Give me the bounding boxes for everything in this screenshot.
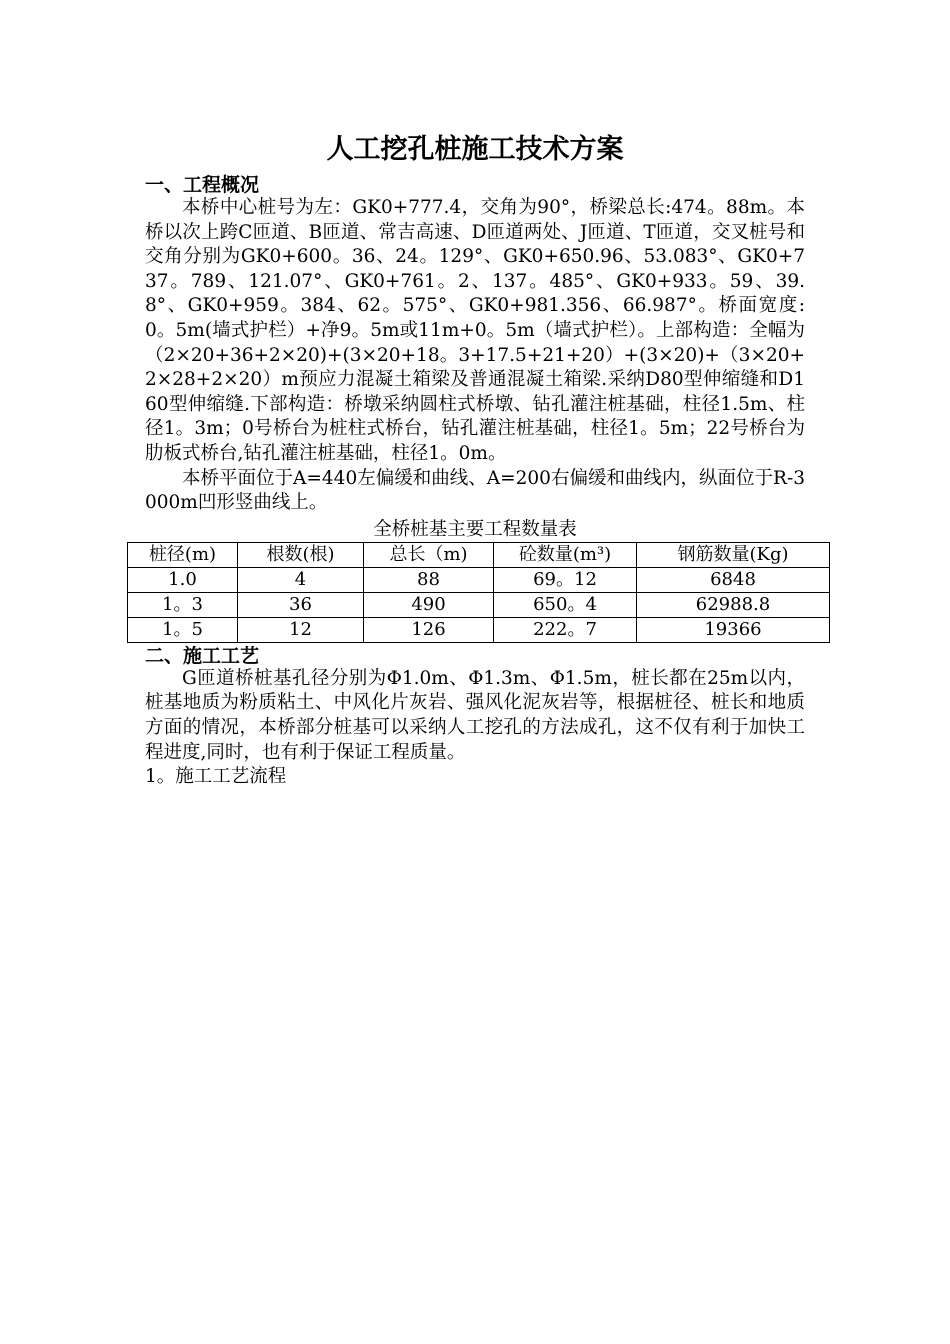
table-cell: 1。5	[128, 617, 238, 642]
table-cell: 4	[238, 567, 364, 592]
overview-paragraph-2: 本桥平面位于A=440左偏缓和曲线、A=200右偏缓和曲线内，纵面位于R-3000m凹形竖曲线上。	[145, 467, 805, 514]
table-cell: 1.0	[128, 567, 238, 592]
table-header-cell: 桩径(m)	[128, 542, 238, 567]
process-item-1: 1。施工工艺流程	[145, 766, 287, 788]
pile-quantity-table	[127, 542, 830, 643]
process-paragraph-1: G匝道桥桩基孔径分别为Φ1.0m、Φ1.3m、Φ1.5m，桩长都在25m以内，桩基地质为粉质粘土、中风化片灰岩、强风化泥灰岩等，根据桩径、桩长和地质方面的情况，本桥部分桩基可以采纳人工挖孔的方法成孔，这不仅有利于加快工程进度,同时，也有利于保证工程质量。	[145, 667, 805, 763]
table-row	[128, 567, 830, 592]
table-cell: 126	[364, 617, 494, 642]
table-cell: 222。7	[494, 617, 637, 642]
table-header-cell: 根数(根)	[238, 542, 364, 567]
document-title: 人工挖孔桩施工技术方案	[326, 134, 624, 165]
table-cell: 62988.8	[637, 592, 830, 617]
section-heading-overview: 一、工程概况	[145, 174, 260, 196]
table-header-cell: 砼数量(m³)	[494, 542, 637, 567]
table-cell: 12	[238, 617, 364, 642]
table-header-cell: 钢筋数量(Kg)	[637, 542, 830, 567]
section-heading-process: 二、施工工艺	[145, 644, 260, 667]
table-caption: 全桥桩基主要工程数量表	[373, 518, 577, 540]
table-cell: 19366	[637, 617, 830, 642]
table-cell: 69。12	[494, 567, 637, 592]
table-cell: 1。3	[128, 592, 238, 617]
table-cell: 36	[238, 592, 364, 617]
table-cell: 88	[364, 567, 494, 592]
table-row	[128, 617, 830, 642]
table-header-row	[128, 542, 830, 567]
overview-paragraph-1: 本桥中心桩号为左：GK0+777.4，交角为90°，桥梁总长:474。88m。本桥以次上跨C匝道、B匝道、常吉高速、D匝道两处、J匝道、T匝道，交叉桩号和交角分别为GK0+600。36、24。129°、GK0+650.96、53.083°、GK0+737。789、121.07°、GK0+761。2、137。485°、GK0+933。59、39.8°、GK0+959。384、62。575°、GK0+981.356、66.987°。桥面宽度:0。5m(墙式护栏）+净9。5m或11m+0。5m（墙式护栏）。上部构造：全幅为（2×20+36+2×20)+(3×20+18。3+17.5+21+20）+(3×20)+（3×20+2×28+2×20）m预应力混凝土箱梁及普通混凝土箱梁.采纳D80型伸缩缝和D160型伸缩缝.下部构造：桥墩采纳圆柱式桥墩、钻孔灌注桩基础，柱径1.5m、柱径1。3m；0号桥台为桩柱式桥台，钻孔灌注桩基础，柱径1。5m；22号桥台为肋板式桥台,钻孔灌注桩基础，柱径1。0m。	[145, 197, 805, 464]
table-row	[128, 592, 830, 617]
table-cell: 650。4	[494, 592, 637, 617]
table-header-cell: 总长（m)	[364, 542, 494, 567]
document-page	[145, 130, 805, 790]
table-cell: 6848	[637, 567, 830, 592]
table-cell: 490	[364, 592, 494, 617]
